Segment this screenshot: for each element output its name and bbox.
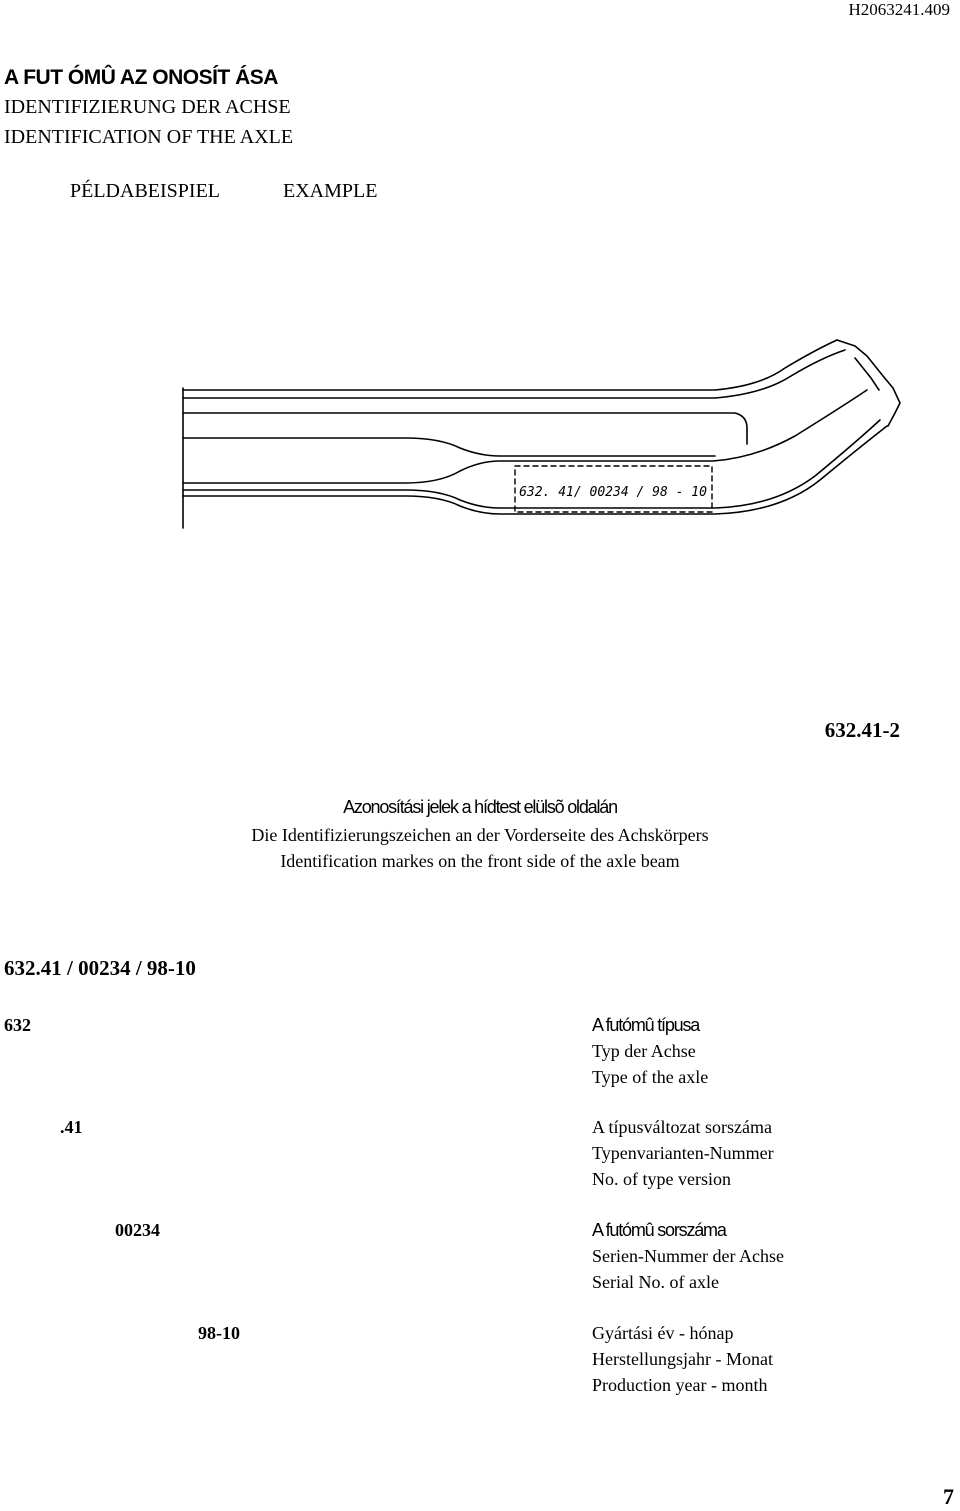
axle-beam-drawing [155, 328, 923, 568]
part-desc-en: Serial No. of axle [592, 1272, 719, 1292]
part-code-serial: 00234 [115, 1220, 160, 1240]
part-desc-de: Serien-Nummer der Achse [592, 1246, 784, 1266]
caption-hungarian: Azonosítási jelek a hídtest elülsõ oldalán [343, 797, 617, 817]
part-desc-en: Type of the axle [592, 1067, 709, 1087]
caption-german: Die Identifizierungszeichen an der Vorderseite des Achskörpers [251, 825, 709, 845]
document-id: H2063241.409 [848, 0, 950, 19]
title-hungarian: A FUT ÓMÛ AZ ONOSÍT ÁSA [4, 66, 278, 89]
part-desc-version [592, 1114, 774, 1192]
beam-flange-line [183, 438, 715, 456]
part-desc-de: Typ der Achse [592, 1041, 696, 1061]
part-desc-de: Typenvarianten-Nummer [592, 1143, 774, 1163]
page-number: 7 [943, 1484, 954, 1509]
beam-bottom-edge [183, 426, 887, 514]
stamp-text: 632. 41/ 00234 / 98 - 10 [519, 485, 707, 500]
part-desc-hu: A futómû sorszáma [592, 1220, 726, 1240]
part-code-date: 98-10 [198, 1323, 240, 1343]
beam-bend-detail [855, 358, 879, 390]
part-code-type: 632 [4, 1015, 31, 1035]
part-desc-hu: A típusváltozat sorszáma [592, 1117, 772, 1137]
part-desc-en: Production year - month [592, 1375, 768, 1395]
part-desc-en: No. of type version [592, 1169, 731, 1189]
figure-reference: 632.41-2 [824, 718, 900, 742]
part-desc-date [592, 1320, 773, 1398]
beam-web-line [183, 413, 747, 444]
axle-beam-svg [155, 328, 923, 563]
example-label-en: EXAMPLE [283, 180, 378, 202]
caption-english: Identification markes on the front side of the axle beam [280, 851, 680, 871]
part-desc-type [592, 1012, 708, 1090]
beam-lower-edge-1 [183, 390, 867, 483]
identification-code: 632.41 / 00234 / 98-10 [4, 956, 196, 980]
beam-top-edge-1 [183, 340, 837, 390]
example-label-hu-de: PÉLDABEISPIEL [70, 180, 220, 202]
part-desc-hu: A futómû típusa [592, 1015, 700, 1035]
title-english: IDENTIFICATION OF THE AXLE [4, 126, 294, 148]
beam-bend-outline [837, 340, 900, 426]
part-code-version: .41 [60, 1117, 83, 1137]
part-desc-serial [592, 1217, 784, 1295]
part-desc-hu: Gyártási év - hónap [592, 1323, 734, 1343]
title-german: IDENTIFIZIERUNG DER ACHSE [4, 96, 291, 118]
part-desc-de: Herstellungsjahr - Monat [592, 1349, 773, 1369]
